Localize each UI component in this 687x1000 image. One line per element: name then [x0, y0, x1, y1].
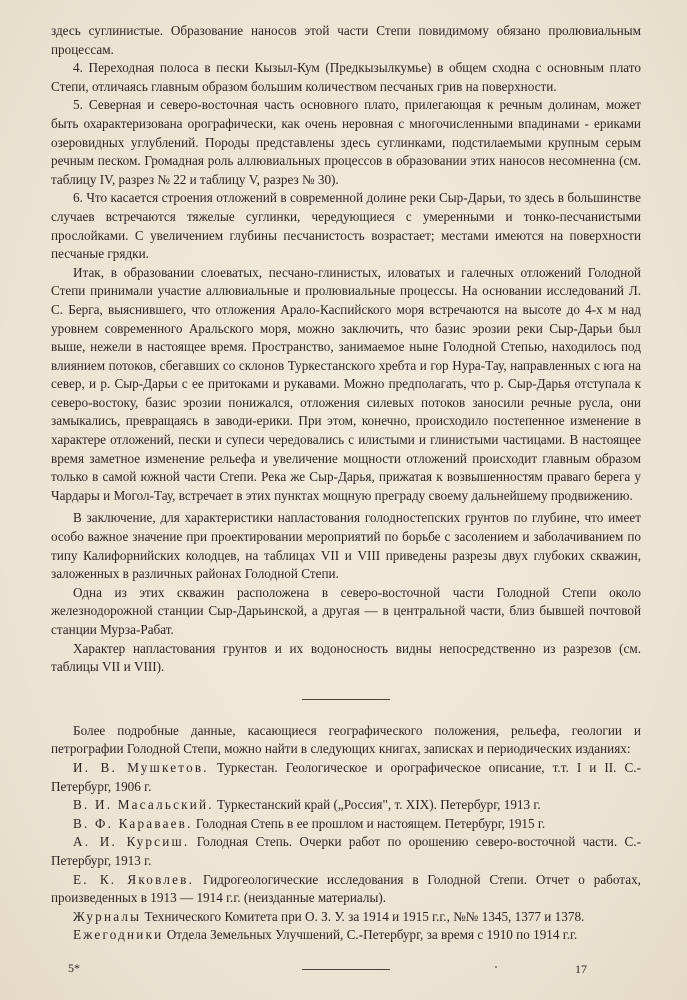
reference-author: А. И. Курсиш.: [73, 834, 190, 850]
reference-text: Туркестан. Геологическое и орографическое описание, т.т. I и II. С.-Петербург, 1906 г.: [51, 759, 641, 794]
reference-text: Голодная Степь. Очерки работ по орошению северо-восточной части. С.-Петербург, 1913 г.: [51, 834, 641, 868]
reference-author: Е. К. Яковлев.: [73, 871, 195, 887]
references-intro: Более подробные данные, касающиеся географического положения, рельефа, геологии и петрографии Голодной Степи, можно найти в следующих книгах, записках и периодических изданиях:: [51, 722, 641, 757]
reference-text: Технического Комитета при О. З. У. за 1914 и 1915 г.г., №№ 1345, 1377 и 1378.: [141, 908, 585, 924]
page-number: 17: [575, 962, 587, 976]
print-speck: [495, 966, 497, 968]
reference-text: Голодная Степь в ее прошлом и настоящем. Петербург, 1915 г.: [192, 815, 546, 831]
paragraph: Характер напластования грунтов и их водоносность видны непосредственно из разрезов (см. таблицы VII и VIII).: [51, 640, 641, 675]
reference-item: [51, 759, 641, 796]
references-section: [51, 722, 641, 945]
reference-author: Ежегодники: [73, 927, 164, 943]
reference-item: [51, 833, 641, 870]
paragraph: Одна из этих скважин расположена в северо-восточной части Голодной Степи около железнодорожной станции Сыр-Дарьинской, а другая — в центральной части, близ бывшей почтовой станции Мурза-Рабат.: [51, 584, 641, 637]
paragraph: 6. Что касается строения отложений в современной долине реки Сыр-Дарьи, то здесь в большинстве случаев встречаются тяжелые суглинки, чередующиеся с умеренными и тонко-песчанистыми прослойками. С увеличением глубины песчанистость возрастает; местами имеются на поверхности песчаные грядки.: [51, 190, 641, 262]
paragraph: 5. Северная и северо-восточная часть основного плато, прилегающая к речным долинам, может быть охарактеризована орографически, как очень неровная с многочисленными впадинами - ериками озеровидных углублений. Породы представлены здесь суглинками, подстилаемыми крупным серым речным песком. Громадная роль аллювиальных процессов в образовании этих наносов несомненна (см. таблицу IV, разрез № 22 и таблицу V, разрез № 30).: [51, 97, 641, 187]
signature-mark: 5*: [68, 961, 80, 975]
paragraph: Итак, в образовании слоеватых, песчано-глинистых, иловатых и галечных отложений Голодной Степи принимали участие аллювиальные и пролювиальные процессы. На основании исследований Л. С. Берга, выяснившего, что отложения Арало-Каспийского моря встречаются на высоте до 4-х м над уровнем современного Аральского моря, можно заключить, что базис эрозии реки Сыр-Дарьи был выше, нежели в настоящее время. Пространство, занимаемое ныне Голодной Степью, находилось под влиянием потоков, сбегавших со склонов Туркестанского хребта и гор Нура-Тау, направленных с юга на север, и р. Сыр-Дарьи с ее притоками и рукавами. Можно предполагать, что р. Сыр-Дарья отступала к северо-востоку, базис эрозии понижался, отложения силевых потоков заносили речные русла, они замыкались, превращаясь в заводи-ерики. При этом, конечно, происходило постепенное изменение в характере отложений, пески и супеси чередовались с илистыми и глинистыми частицами. В настоящее время заметное изменение рельефа и увеличение мощности отложений происходит главным образом только в самой южной части Степи. Река же Сыр-Дарья, прижатая к возвышенностям праваго берега у Чардары и Могол-Тау, встречает в этих пунктах мощную преграду своему дальнейшему продвижению.: [51, 264, 641, 503]
reference-item: [51, 926, 641, 945]
paragraph: здесь суглинистые. Образование наносов этой части Степи повидимому обязано пролювиальным процессам.: [51, 23, 641, 57]
section-divider: [302, 699, 390, 700]
reference-text: Гидрогеологические исследования в Голодной Степи. Отчет о работах, произведенных в 1913 — 1914 г.г. (неизданные материалы).: [51, 871, 641, 906]
reference-author: И. В. Мушкетов.: [73, 759, 209, 775]
reference-author: В. Ф. Караваев.: [73, 815, 193, 831]
reference-item: [51, 871, 641, 908]
paragraph: 4. Переходная полоса в пески Кызыл-Кум (Предкызылкумье) в общем сходна с основным плато Степи, отличаясь главным образом большим количеством песчаных грив на поверхности.: [51, 60, 641, 94]
reference-author: В. И. Масальский.: [73, 797, 214, 813]
reference-item: [51, 815, 641, 834]
body-text: [51, 22, 641, 970]
paragraph: В заключение, для характеристики напластования голодностепских грунтов по глубине, что имеет особо важное значение при проектировании мероприятий по борьбе с засолением и заболачиванием по типу Калифорнийских колодцев, на таблицах VII и VIII приведены разрезы двух глубоких скважин, заложенных в различных районах Голодной Степи.: [51, 510, 641, 582]
end-divider: [302, 969, 390, 970]
reference-item: [51, 908, 641, 927]
reference-text: Отдела Земельных Улучшений, С.-Петербург, за время с 1910 по 1914 г.г.: [163, 927, 578, 943]
reference-item: [51, 796, 641, 815]
reference-text: Туркестанский край („Россия", т. XIX). Петербург, 1913 г.: [213, 797, 541, 813]
reference-author: Журналы: [73, 908, 142, 924]
